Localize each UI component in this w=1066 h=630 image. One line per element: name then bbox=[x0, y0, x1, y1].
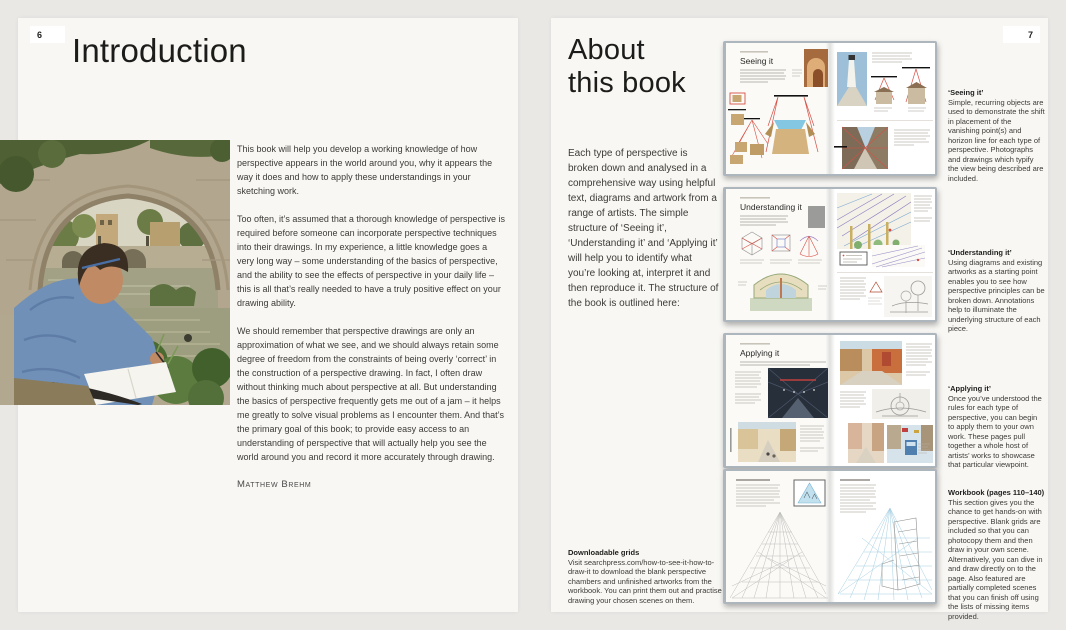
title-line-2: this book bbox=[568, 67, 686, 99]
intro-paragraph-2: Too often, it’s assumed that a thorough knowledge of perspective is required before someone can incorporate perspective techniques into their drawings. In my experience, a little knowledge goes a very long way – some understanding of the basics of perspective, and the ability to see the effects of perspective in your daily life – this is all that’s really needed to have a truly positive effect on your drawing ability. bbox=[237, 214, 505, 308]
annotation-seeing-it-body: Simple, recurring objects are used to demonstrate the shift in placement of the vanishing point(s) and horizon line for each type of perspective. Photographs and drawings which typify the view being described are included. bbox=[948, 97, 1045, 183]
annotation-applying-it bbox=[948, 384, 1045, 470]
intro-paragraph-3: We should remember that perspective drawings are only an approximation of what we see, and we should always retain some degree of freedom from the constraints of being overly ‘correct’ in the construction of a perspective drawing. In fact, I often draw without thinking much about perspective at all. But understanding the basics of perspective frequently gets me out of a jam – it helps me greatly to solve visual problems as I encounter them. And that’s the primary goal of this book; to provide easy access to an understanding of perspective that will actually help you see the world around you and record it more accurately through drawing. bbox=[237, 326, 504, 462]
plaza-pencil-sketch bbox=[872, 389, 930, 419]
street-watercolour-orange bbox=[840, 341, 902, 385]
street-watercolour-left bbox=[730, 422, 796, 462]
annotation-understanding-it-title: ‘Understanding it’ bbox=[948, 248, 1012, 257]
tram-street-watercolour bbox=[887, 425, 933, 463]
thumbnail-applying-it bbox=[722, 332, 941, 473]
page-number-right: 7 bbox=[1003, 26, 1040, 43]
title-line-1: About bbox=[568, 34, 645, 66]
conservatory-sketch bbox=[837, 193, 911, 249]
applying-heading: Applying it bbox=[740, 348, 780, 358]
downloadable-grids-body: Visit searchpress.com/how-to-see-it-how-to-draw-it to download the blank perspective chambers and unfinished artworks from the workbook. You can print them out and practise drawing your chosen scenes on them. bbox=[568, 557, 722, 605]
legend-box bbox=[840, 252, 867, 265]
annotation-understanding-it-body: Using diagrams and existing artworks as a starting point enables you to see how perspective principles can be broken down. Annotations help to illuminate the underlying structure of each piece. bbox=[948, 257, 1045, 333]
annotation-seeing-it bbox=[948, 88, 1045, 183]
annotation-seeing-it-title: ‘Seeing it’ bbox=[948, 88, 984, 97]
downloadable-grids-note bbox=[568, 548, 726, 605]
page-right bbox=[551, 18, 1048, 621]
lighthouse-photo bbox=[837, 52, 867, 106]
annotation-understanding-it bbox=[948, 248, 1045, 334]
archway-photo bbox=[804, 49, 828, 87]
about-intro-paragraph: Each type of perspective is broken down and analysed in a comprehensive way using helpful text, diagrams and artwork from a range of artists. The simple structure of ‘Seeing it’, ‘Understanding it’ and ‘Applying it’ will help you to identify what you’re looking at, interpret it and then reproduce it. The structure of the book is outlined here: bbox=[568, 148, 719, 309]
mini-spread-applying-it bbox=[722, 332, 941, 473]
annotation-workbook-title: Workbook (pages 110–140) bbox=[948, 488, 1045, 497]
introduction-body bbox=[237, 142, 505, 492]
seeing-it-heading: Seeing it bbox=[740, 56, 774, 66]
sketching-under-bridge-photo bbox=[0, 140, 230, 405]
page-title-about bbox=[568, 34, 686, 100]
mini-spread-workbook bbox=[722, 468, 941, 609]
mini-spread-understanding-it bbox=[722, 186, 941, 327]
annotation-applying-it-body: Once you’ve understood the rules for each type of perspective, you can begin to apply them to your own work. These pages pull together a whole host of artists’ works to showcase that particular viewpoint. bbox=[948, 393, 1042, 469]
page-number-left: 6 bbox=[30, 26, 65, 43]
thumbnail-understanding-it bbox=[722, 186, 941, 327]
page-title-introduction: Introduction bbox=[72, 32, 247, 69]
street-photo bbox=[834, 127, 888, 169]
annotation-workbook-body: This section gives you the chance to get hands-on with perspective. Blank grids are included so that you can photocopy them and then draw in your own scene. Alternatively, you can dive in and draw directly on to the page. Also featured are partially completed scenes that you can finish off using the lists of missing items provided. bbox=[948, 497, 1043, 621]
bridge-photo-illustration bbox=[0, 140, 230, 405]
mini-spread-seeing-it bbox=[722, 40, 941, 181]
thumbnail-workbook bbox=[722, 468, 941, 609]
annotation-workbook bbox=[948, 488, 1045, 621]
pink-street-watercolour bbox=[848, 423, 884, 463]
triangle-inset-box bbox=[794, 480, 825, 506]
secondary-sketch bbox=[872, 245, 925, 267]
market-hall-photo bbox=[768, 368, 828, 418]
understanding-heading: Understanding it bbox=[740, 202, 802, 212]
intro-paragraph-1: This book will help you develop a working knowledge of how perspective appears in the world around you, why it appears the way it does and how to apply these understandings in your sketching work. bbox=[237, 144, 493, 196]
thumbnail-seeing-it bbox=[722, 40, 941, 181]
downloadable-grids-title: Downloadable grids bbox=[568, 548, 640, 557]
author-signature: Matthew Brehm bbox=[237, 479, 312, 490]
annotation-applying-it-title: ‘Applying it’ bbox=[948, 384, 991, 393]
